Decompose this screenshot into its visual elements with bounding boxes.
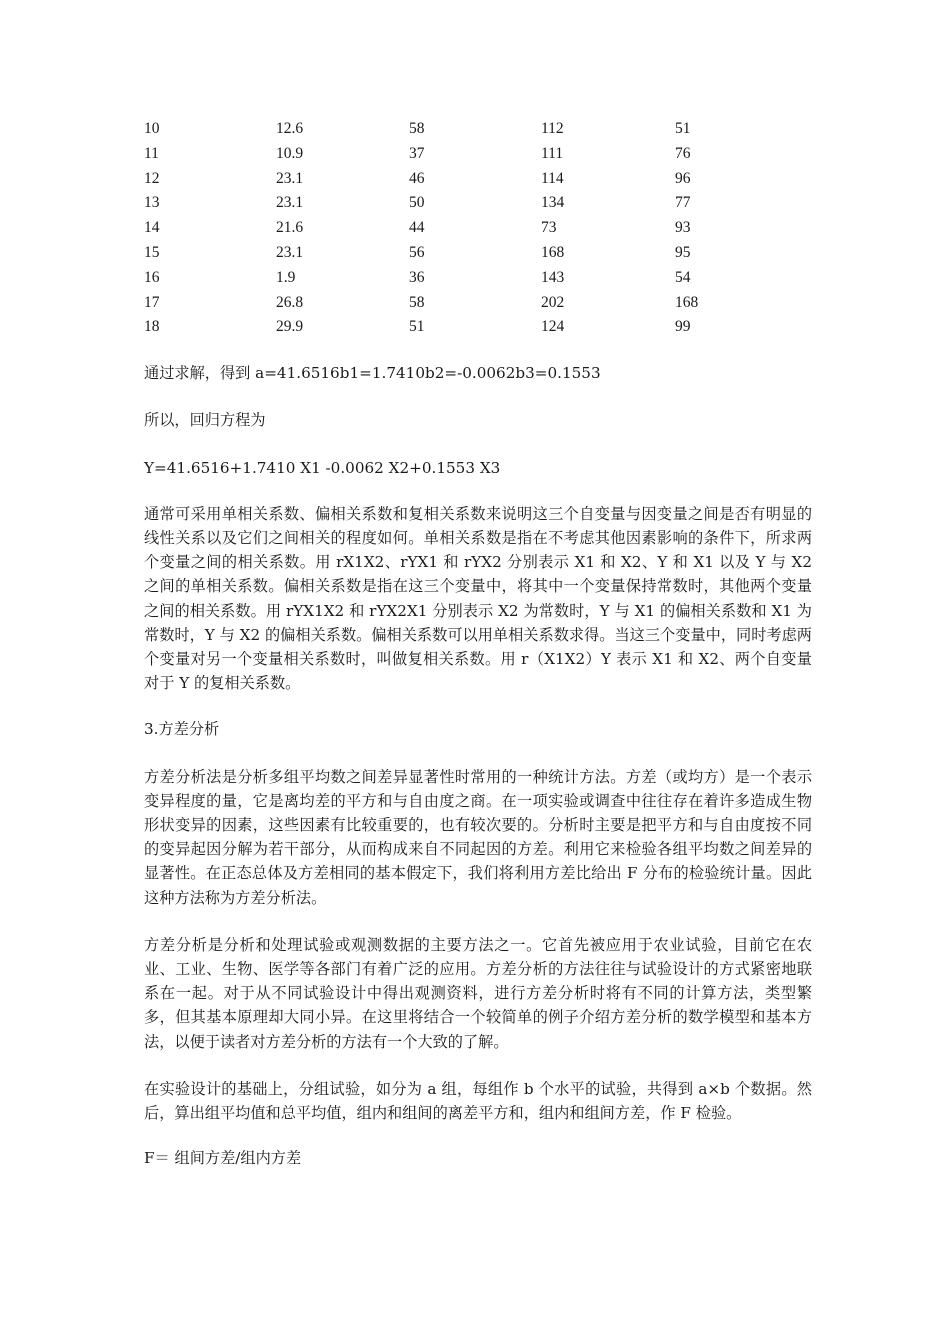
table-cell: 18 — [144, 318, 160, 336]
table-row — [144, 167, 775, 192]
table-cell: 134 — [541, 194, 565, 212]
table-cell: 168 — [541, 243, 565, 261]
table-cell: 37 — [409, 144, 425, 162]
table-cell: 44 — [409, 219, 425, 237]
table-cell: 51 — [675, 120, 691, 137]
table-cell: 111 — [541, 144, 564, 162]
table-cell: 124 — [541, 318, 565, 336]
table-row — [144, 142, 775, 167]
table-cell: 11 — [144, 144, 159, 162]
table-row — [144, 191, 775, 216]
table-cell: 46 — [409, 169, 425, 187]
table-cell: 26.8 — [276, 293, 304, 311]
conclusion-paragraph: 所以，回归方程为 — [144, 411, 266, 430]
table-row — [144, 241, 775, 266]
anova-application-paragraph: 方差分析是分析和处理试验或观测数据的主要方法之一。它首先被应用于农业试验，目前它在农业、工业、生物、医学等各部门有着广泛的应用。方差分析的方法往往与试验设计的方式紧密地联系在一起。对于从不同试验设计中得出观测资料，进行方差分析时将有不同的计算方法，类型繁多，但其基本原理却大同小异。在这里将结合一个较简单的例子介绍方差分析的数学模型和基本方法，以便于读者对方差分析的方法有一个大致的了解。 — [144, 935, 812, 1051]
table-cell: 95 — [675, 243, 691, 261]
table-cell: 21.6 — [276, 219, 304, 237]
table-cell: 99 — [675, 318, 691, 336]
data-table — [144, 117, 775, 340]
table-cell: 51 — [409, 318, 425, 336]
table-cell: 93 — [675, 219, 691, 237]
document-page — [144, 117, 812, 1170]
table-cell: 23.1 — [276, 169, 304, 187]
anova-intro-paragraph: 方差分析法是分析多组平均数之间差异显著性时常用的一种统计方法。方差（或均方）是一个表示变异程度的量，它是离均差的平方和与自由度之商。在一项实验或调查中往往存在着许多造成生物形状变异的因素，这些因素有比较重要的，也有较次要的。分析时主要是把平方和与自由度按不同的变异起因分解为若干部分，从而构成来自不同起因的方差。利用它来检验各组平均数之间差异的显著性。在正态总体及方差相同的基本假定下，我们将利用方差比给出 F 分布的检验统计量。因此这种方法称为方差分析法。 — [144, 767, 812, 907]
table-cell: 17 — [144, 293, 160, 311]
design-paragraph: 在实验设计的基础上，分组试验，如分为 a 组，每组作 b 个水平的试验，共得到 a×b 个数据。然后，算出组平均值和总平均值，组内和组间的离差平方和，组内和组间方差，作 F 检验。 — [144, 1079, 812, 1123]
table-cell: 16 — [144, 268, 160, 286]
table-cell: 15 — [144, 243, 160, 261]
table-cell: 143 — [541, 268, 565, 286]
table-row — [144, 315, 775, 340]
table-cell: 73 — [541, 219, 557, 237]
table-cell: 14 — [144, 219, 160, 237]
table-cell: 54 — [675, 268, 691, 286]
regression-equation: Y=41.6516+1.7410 X1 -0.0062 X2+0.1553 X3 — [144, 458, 501, 477]
table-cell: 77 — [675, 194, 691, 212]
table-row — [144, 216, 775, 241]
table-cell: 36 — [409, 268, 425, 286]
table-row — [144, 117, 775, 142]
table-cell: 56 — [409, 243, 425, 261]
table-cell: 58 — [409, 293, 425, 311]
table-cell: 10.9 — [276, 144, 304, 162]
table-cell: 96 — [675, 169, 691, 187]
f-formula: F＝ 组间方差/组内方差 — [144, 1149, 302, 1168]
table-cell: 112 — [541, 120, 564, 137]
table-cell: 13 — [144, 194, 160, 212]
table-cell: 12.6 — [276, 120, 304, 137]
table-row — [144, 266, 775, 291]
table-cell: 23.1 — [276, 243, 304, 261]
solution-paragraph: 通过求解，得到 a=41.6516b1=1.7410b2=-0.0062b3=0.1553 — [144, 364, 601, 383]
table-cell: 168 — [675, 293, 699, 311]
table-cell: 58 — [409, 120, 425, 137]
table-cell: 23.1 — [276, 194, 304, 212]
table-cell: 202 — [541, 293, 565, 311]
table-cell: 10 — [144, 120, 160, 137]
table-cell: 50 — [409, 194, 425, 212]
section-heading: 3.方差分析 — [144, 720, 220, 739]
correlation-paragraph: 通常可采用单相关系数、偏相关系数和复相关系数来说明这三个自变量与因变量之间是否有明显的线性关系以及它们之间相关的程度如何。单相关系数是指在不考虑其他因素影响的条件下，所求两个变量之间的相关系数。用 rX1X2、rYX1 和 rYX2 分别表示 X1 和 X2、Y 和 X1 以及 Y 与 X2 之间的单相关系数。偏相关系数是指在这三个变量中，将其中一个变量保持常数时，其他两个变量之间的相关系数。用 rYX1X2 和 rYX2X1 分别表示 X2 为常数时，Y 与 X1 的偏相关系数和 X1 为常数时，Y 与 X2 的偏相关系数。偏相关系数可以用单相关系数求得。当这三个变量中，同时考虑两个变量对另一个变量相关系数时，叫做复相关系数。用 r（X1X2）Y 表示 X1 和 X2、两个自变量对于 Y 的复相关系数。 — [144, 504, 812, 693]
table-cell: 114 — [541, 169, 564, 187]
table-cell: 29.9 — [276, 318, 304, 336]
table-row — [144, 291, 775, 316]
table-cell: 1.9 — [276, 268, 296, 286]
table-cell: 12 — [144, 169, 160, 187]
table-cell: 76 — [675, 144, 691, 162]
